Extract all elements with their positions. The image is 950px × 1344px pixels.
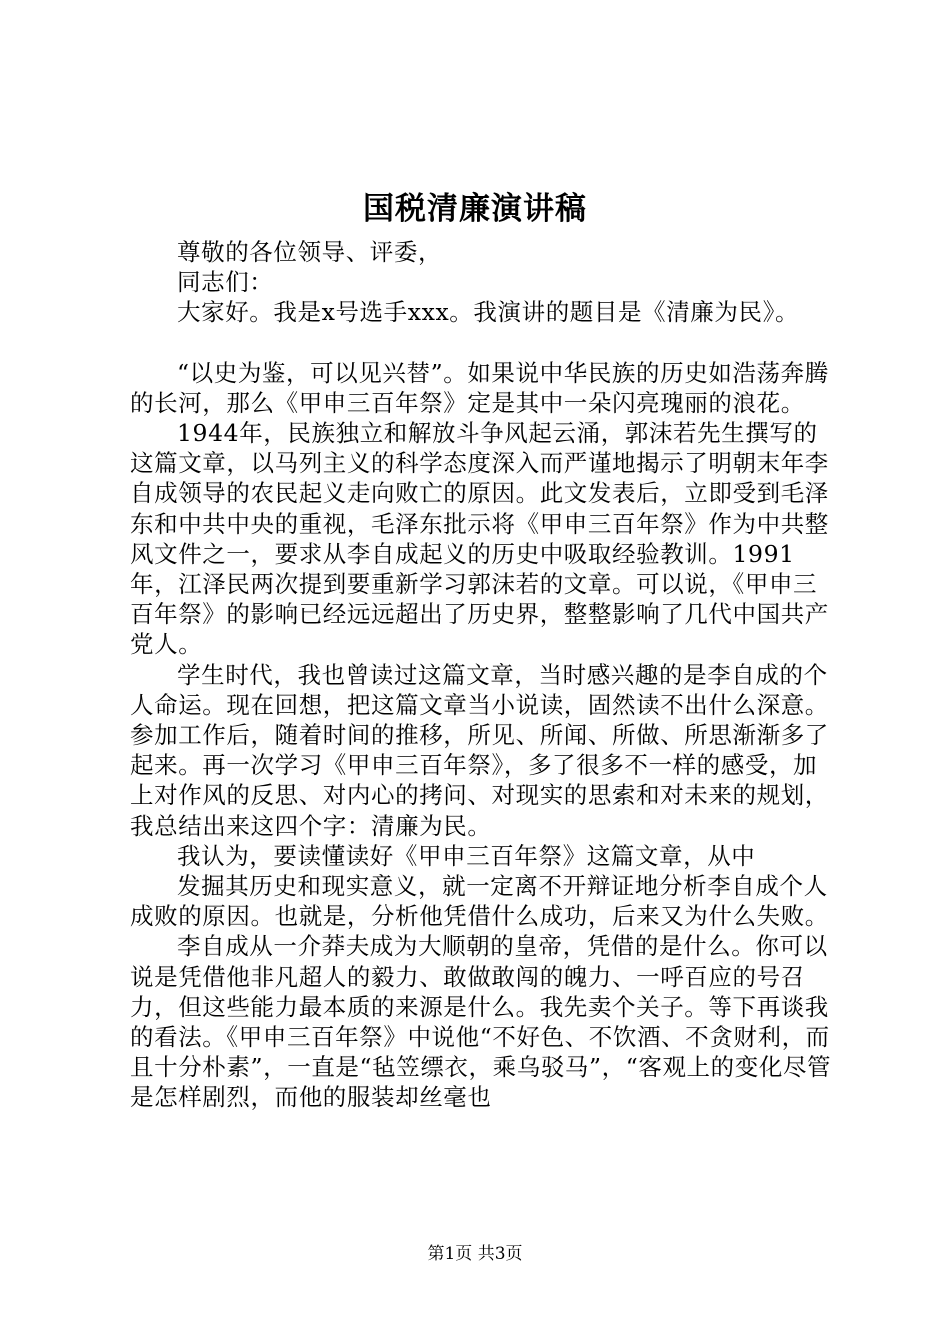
paragraph-dialectic: 发掘其历史和现实意义，就一定离不开辩证地分析李自成个人成败的原因。也就是，分析他凭借什么成功，后来又为什么失败。 — [130, 872, 829, 931]
paragraph-li-zicheng: 李自成从一介莽夫成为大顺朝的皇帝，凭借的是什么。你可以说是凭借他非凡超人的毅力、敢做敢闯的魄力、一呼百应的号召力，但这些能力最本质的来源是什么。我先卖个关子。等下再谈我的看法。《甲申三百年祭》中说他“不好色、不饮酒、不贪财利，而且十分朴素”，一直是“毡笠缥衣，乘乌驳马”，“客观上的变化尽管是怎样剧烈，而他的服装却丝毫也 — [130, 932, 832, 1112]
opening-line: 大家好。我是x号选手xxx。我演讲的题目是《清廉为民》。 — [177, 298, 800, 327]
document-body — [130, 237, 840, 1113]
page-footer: 第1页 共3页 — [427, 1244, 523, 1264]
paragraph-history: “以史为鉴，可以见兴替”。如果说中华民族的历史如浩荡奔腾的长河，那么《甲申三百年祭》定是其中一朵闪亮瑰丽的浪花。 — [130, 358, 829, 417]
paragraph-understanding: 我认为，要读懂读好《甲申三百年祭》这篇文章，从中 — [177, 841, 756, 870]
salutation-leaders: 尊敬的各位领导、评委， — [177, 238, 443, 266]
salutation-comrades: 同志们： — [177, 268, 274, 297]
paragraph-student-days: 学生时代，我也曾读过这篇文章，当时感兴趣的是李自成的个人命运。现在回想，把这篇文章当小说读，固然读不出什么深意。参加工作后，随着时间的推移，所见、所闻、所做、所思渐渐多了起来。再一次学习《甲申三百年祭》，多了很多不一样的感受，加上对作风的反思、对内心的拷问、对现实的思索和对未来的规划，我总结出来这四个字：清廉为民。 — [130, 660, 829, 840]
paragraph-1944: 1944年，民族独立和解放斗争风起云涌，郭沫若先生撰写的这篇文章，以马列主义的科学态度深入而严谨地揭示了明朝末年李自成领导的农民起义走向败亡的原因。此文发表后，立即受到毛泽东和中共中央的重视，毛泽东批示将《甲申三百年祭》作为中共整风文件之一，要求从李自成起义的历史中吸取经验教训。1991年，江泽民两次提到要重新学习郭沫若的文章。可以说，《甲申三百年祭》的影响已经远远超出了历史界，整整影响了几代中国共产党人。 — [130, 419, 829, 659]
document-title: 国税清廉演讲稿 — [363, 191, 587, 227]
